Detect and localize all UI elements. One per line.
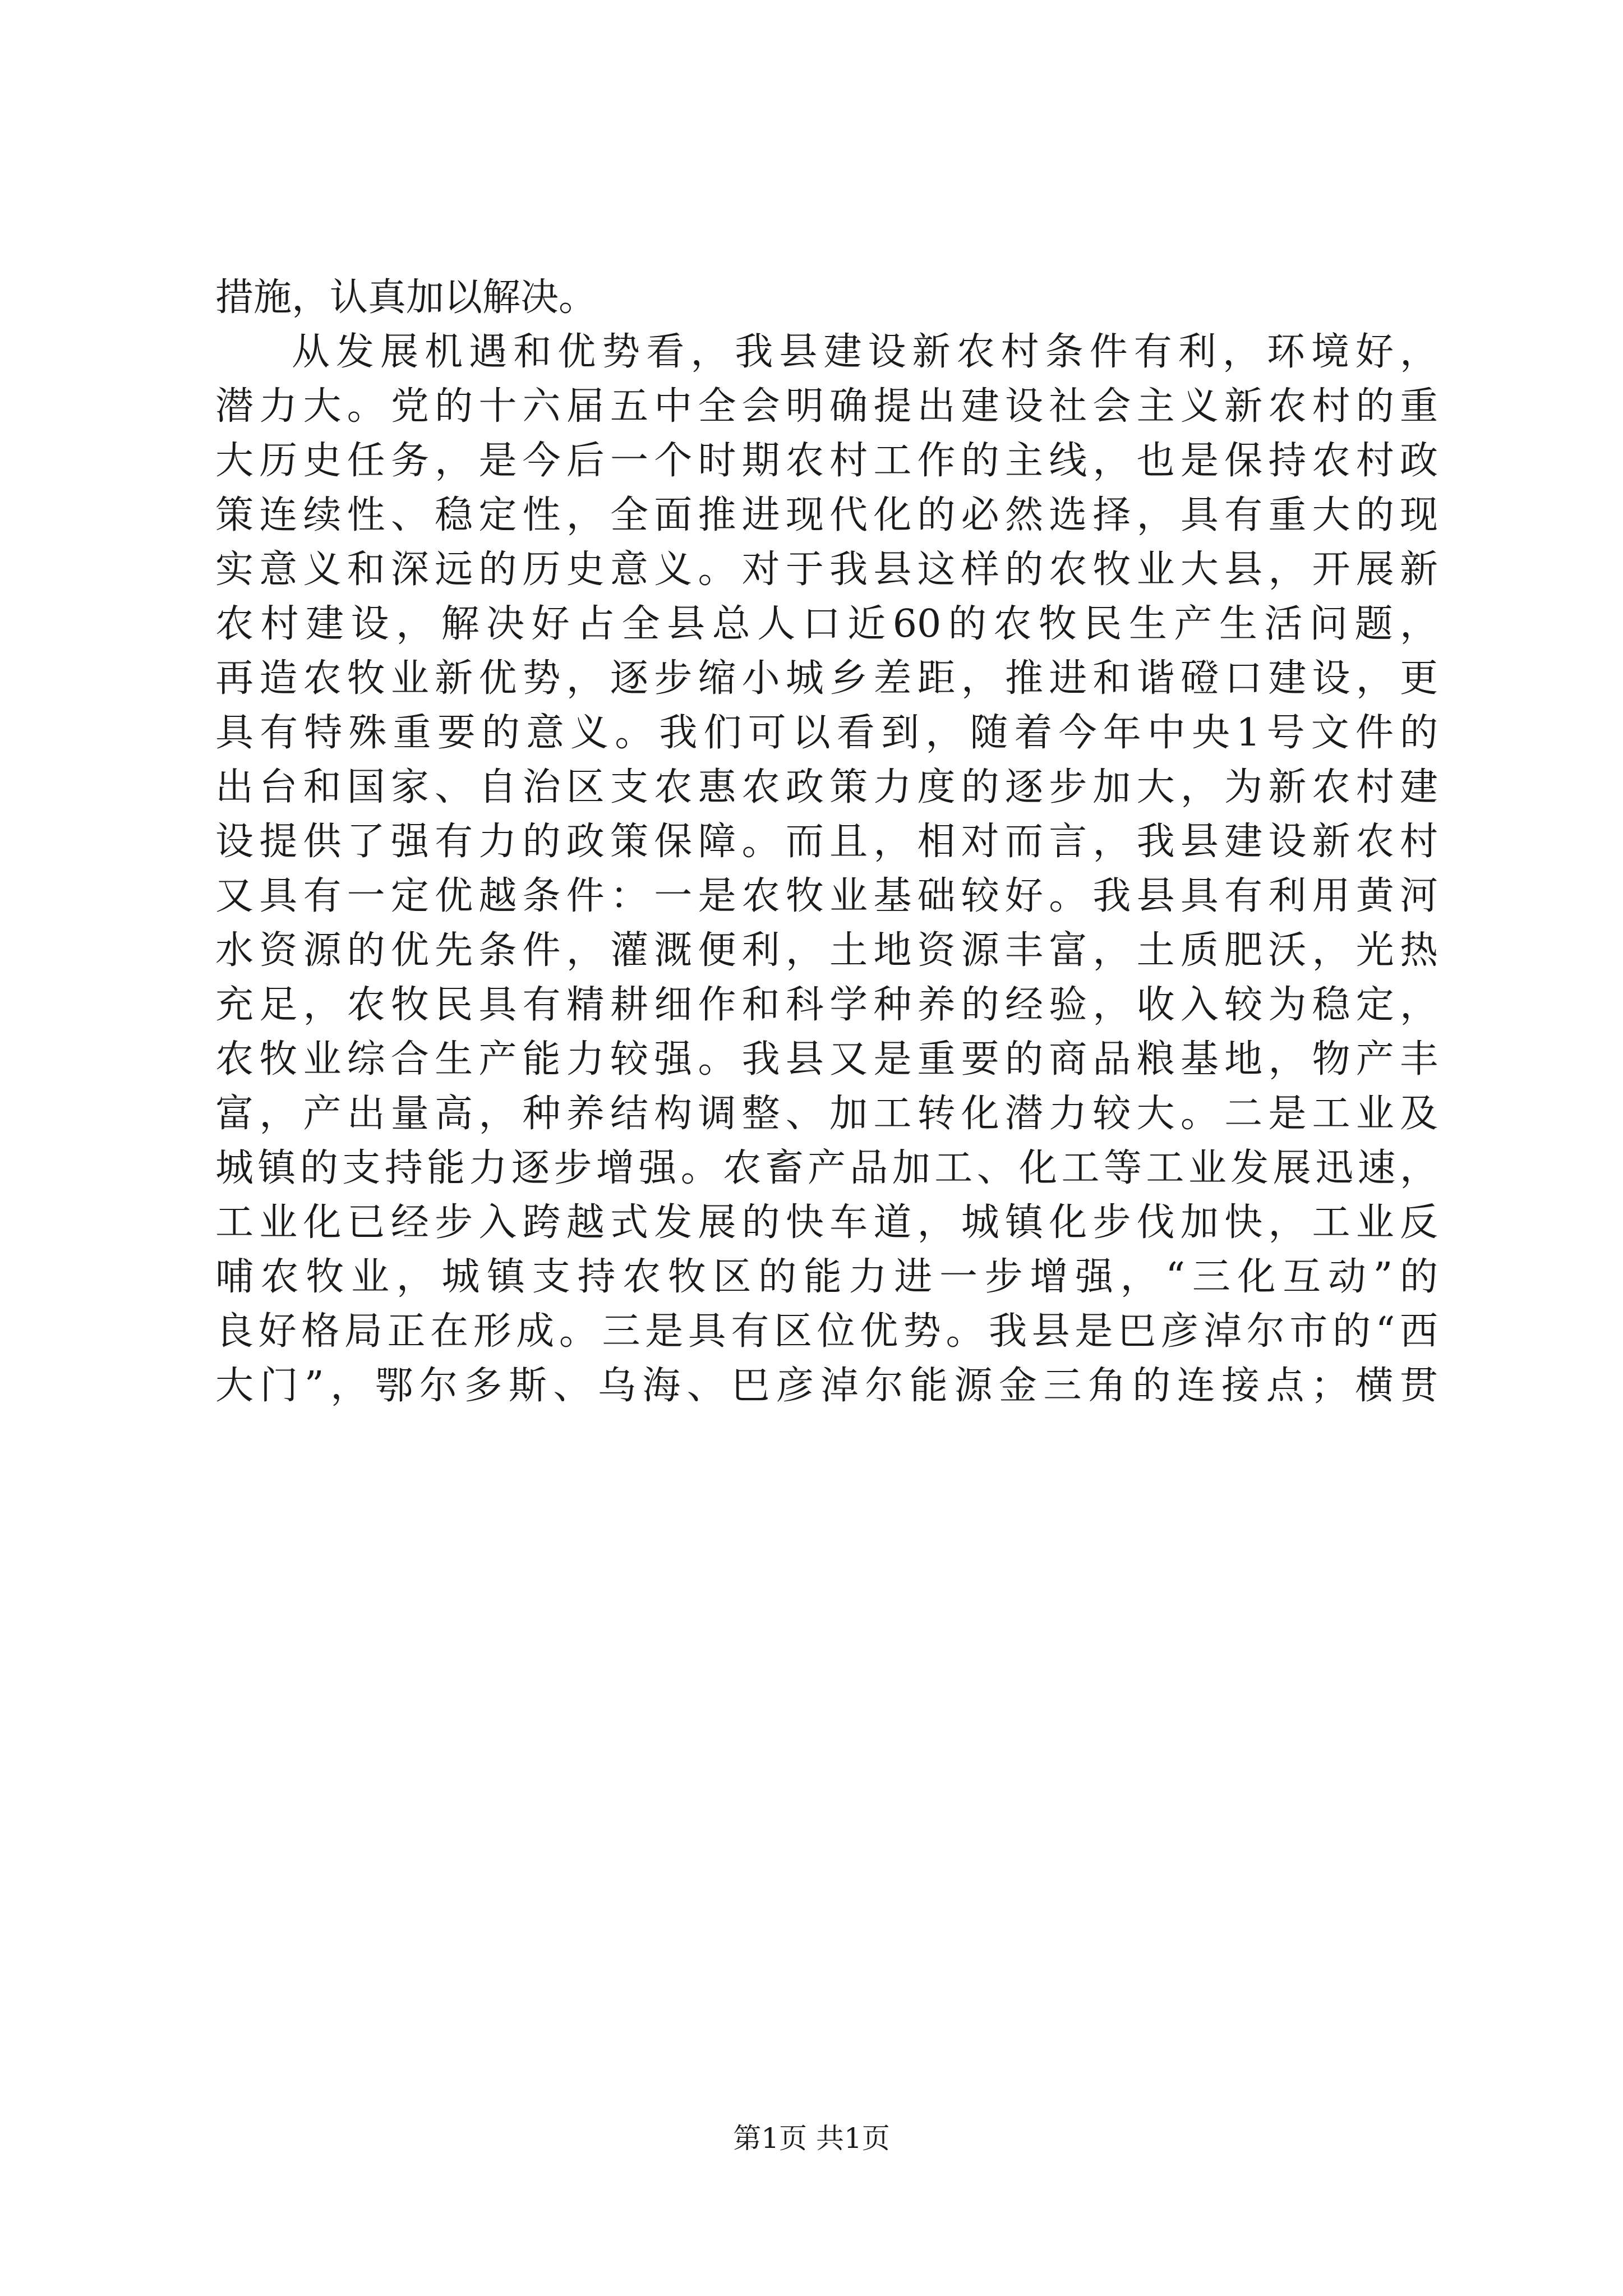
- text-line: 从发展机遇和优势看，我县建设新农村条件有利，环境好，: [292, 330, 1438, 374]
- text-line: 工业化已经步入跨越式发展的快车道，城镇化步伐加快，工业反: [215, 1200, 1438, 1245]
- text-line: 大门”，鄂尔多斯、乌海、巴彦淖尔能源金三角的连接点；横贯: [215, 1364, 1438, 1408]
- text-line: 再造农牧业新优势，逐步缩小城乡差距，推进和谐磴口建设，更: [215, 656, 1438, 701]
- text-line: 良好格局正在形成。三是具有区位优势。我县是巴彦淖尔市的“西: [215, 1309, 1438, 1354]
- text-line: 具有特殊重要的意义。我们可以看到，随着今年中央1号文件的: [215, 711, 1438, 755]
- text-line: 哺农牧业，城镇支持农牧区的能力进一步增强，“三化互动”的: [215, 1255, 1438, 1299]
- text-line: 实意义和深远的历史意义。对于我县这样的农牧业大县，开展新: [215, 547, 1438, 592]
- text-line: 措施，认真加以解决。: [215, 275, 597, 320]
- text-line: 大历史任务，是今后一个时期农村工作的主线，也是保持农村政: [215, 439, 1438, 483]
- text-line: 农牧业综合生产能力较强。我县又是重要的商品粮基地，物产丰: [215, 1037, 1438, 1082]
- text-line: 城镇的支持能力逐步增强。农畜产品加工、化工等工业发展迅速，: [215, 1146, 1438, 1190]
- text-line: 充足，农牧民具有精耕细作和科学种养的经验，收入较为稳定，: [215, 983, 1438, 1027]
- text-line: 富，产出量高，种养结构调整、加工转化潜力较大。二是工业及: [215, 1092, 1438, 1136]
- page-footer: 第1页 共1页: [733, 2122, 890, 2155]
- text-line: 策连续性、稳定性，全面推进现代化的必然选择，具有重大的现: [215, 493, 1438, 537]
- text-line: 农村建设，解决好占全县总人口近60的农牧民生产生活问题，: [215, 602, 1438, 646]
- body-text: [215, 270, 1438, 1413]
- text-line: 又具有一定优越条件：一是农牧业基础较好。我县具有利用黄河: [215, 874, 1438, 918]
- text-line: 潜力大。党的十六届五中全会明确提出建设社会主义新农村的重: [215, 384, 1438, 429]
- text-line: 设提供了强有力的政策保障。而且，相对而言，我县建设新农村: [215, 820, 1438, 864]
- text-line: 水资源的优先条件，灌溉便利，土地资源丰富，土质肥沃，光热: [215, 928, 1438, 973]
- text-line: 出台和国家、自治区支农惠农政策力度的逐步加大，为新农村建: [215, 765, 1438, 809]
